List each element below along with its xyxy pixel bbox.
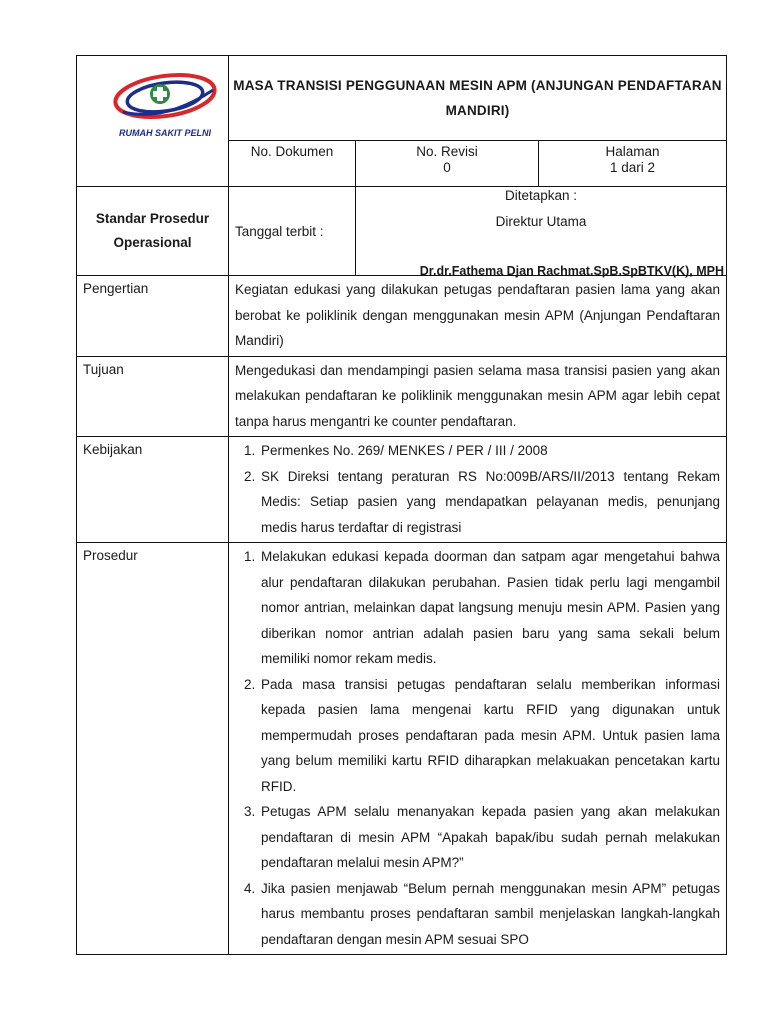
- halaman-cell: [539, 141, 727, 187]
- signature-block: [356, 187, 727, 276]
- no-dokumen-cell: [229, 141, 356, 187]
- pengertian-text: Kegiatan edukasi yang dilakukan petugas pendaftaran pasien lama yang akan berobat ke poliklinik dengan menggunakan mesin APM (Anjungan Pendaftaran Mandiri): [229, 276, 727, 357]
- prosedur-content: [229, 543, 727, 955]
- no-revisi-cell: [356, 141, 539, 187]
- pengertian-label: Pengertian: [77, 276, 229, 357]
- halaman-label: Halaman: [605, 144, 660, 159]
- kebijakan-content: [229, 437, 727, 543]
- prosedur-list: [235, 544, 720, 952]
- tujuan-text: Mengedukasi dan mendampingi pasien selama masa transisi pasien yang akan melakukan pendaftaran ke poliklinik menggunakan mesin APM agar lebih cepat tanpa harus mengantri ke counter pendaftaran.: [229, 356, 727, 437]
- prosedur-item: 4. Jika pasien menjawab “Belum pernah menggunakan mesin APM” petugas harus membantu proses pendaftaran sambil menjelaskan langkah-langkah pendaftaran dengan mesin APM sesuai SPO: [259, 876, 720, 953]
- kebijakan-list: [235, 438, 720, 540]
- prosedur-item: 2. Pada masa transisi petugas pendaftaran selalu memberikan informasi kepada pasien lama mengenai kartu RFID yang digunakan untuk mempermudah proses pendaftaran pada mesin APM. Untuk pasien lama yang belum memiliki kartu RFID diharapkan melakuakan pencetakan kartu RFID.: [259, 672, 720, 800]
- no-revisi-value: 0: [443, 160, 451, 175]
- prosedur-label: Prosedur: [77, 543, 229, 955]
- logo-cell: [77, 56, 229, 187]
- logo-text: RUMAH SAKIT PELNI: [119, 128, 211, 138]
- kebijakan-item: 2. SK Direksi tentang peraturan RS No:009B/ARS/II/2013 tentang Rekam Medis: Setiap pasien yang mendapatkan pelayanan medis, penunjang medis harus terdaftar di registrasi: [259, 464, 720, 541]
- sop-table: [76, 55, 727, 955]
- kebijakan-label: Kebijakan: [77, 437, 229, 543]
- no-revisi-label: No. Revisi: [416, 144, 478, 159]
- prosedur-item: 3. Petugas APM selalu menanyakan kepada pasien yang akan melakukan pendaftaran di mesin APM “Apakah bapak/ibu sudah pernah melakukan pendaftaran melalui mesin APM?”: [259, 799, 720, 876]
- kebijakan-item: 1. Permenkes No. 269/ MENKES / PER / III / 2008: [259, 438, 720, 464]
- direktur-title: Direktur Utama: [495, 214, 587, 229]
- tanggal-terbit-label: Tanggal terbit :: [229, 187, 356, 276]
- prosedur-item: 1. Melakukan edukasi kepada doorman dan satpam agar mengetahui bahwa alur pendaftaran dilakukan perubahan. Pasien tidak perlu lagi mengambil nomor antrian, melainkan dapat langsung menuju mesin APM. Pasien yang diberikan nomor antrian adalah pasien baru yang sama sekali belum memiliki nomor rekam medis.: [259, 544, 720, 672]
- halaman-value: 1 dari 2: [609, 160, 656, 175]
- hospital-logo: [105, 70, 225, 144]
- no-dokumen-label: No. Dokumen: [250, 144, 334, 159]
- tujuan-label: Tujuan: [77, 356, 229, 437]
- director-name: Dr.dr.Fathema Djan Rachmat.SpB.SpBTKV(K), MPH: [419, 264, 724, 278]
- document-title: MASA TRANSISI PENGGUNAAN MESIN APM (ANJUNGAN PENDAFTARAN MANDIRI): [229, 56, 727, 141]
- ditetapkan-label: Ditetapkan :: [504, 188, 578, 203]
- sop-label: Standar Prosedur Operasional: [77, 187, 229, 276]
